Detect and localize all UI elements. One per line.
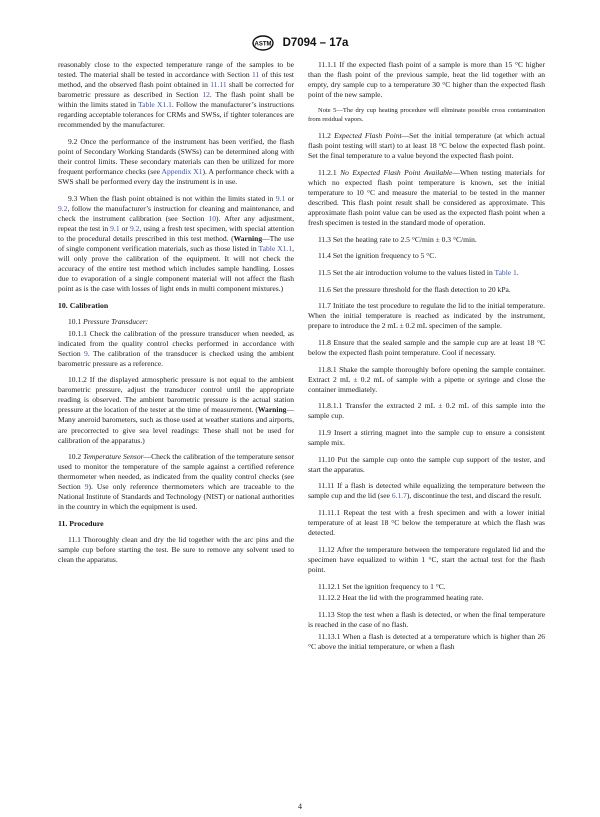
section-9-link[interactable]: 9 (84, 348, 88, 358)
paragraph-11-2-1: 11.2.1 No Expected Flash Point Available—When testing materials for which no expected flash point temperature is known, set the initial temperature to 10 °C and measure the material to be tested in the manner described. This flash point result shall be considered as approximate. This approximate flash point value can be used as the expected flash point when a fresh specimen is tested in the standard mode of operation. (308, 167, 545, 227)
paragraph-11-11-1: 11.11.1 Repeat the test with a fresh specimen and with a lower initial temperature of at least 18 °C below the temperature at which the flash was detected. (308, 508, 545, 538)
section-9-1-link[interactable]: 9.1 (110, 223, 120, 233)
paragraph-10-1-1: 10.1.1 Check the calibration of the pressure transducer when needed, as indicated from the quality control checks performed in accordance with Section 9. The calibration of the transducer is checked using the ambient barometric pressure as a reference. (58, 328, 294, 368)
right-column (308, 60, 545, 659)
section-9-link[interactable]: 9 (84, 482, 89, 492)
paragraph-11-1: 11.1 Thoroughly clean and dry the lid together with the arc pins and the sample cup before starting the test. Be sure to remove any solvent used to clean the apparatus. (58, 534, 294, 565)
section-11-11-link[interactable]: 11.11 (210, 80, 227, 90)
section-9-1-link[interactable]: 9.1 (275, 193, 286, 203)
section-heading-calibration: 10. Calibration (58, 300, 109, 310)
page-header (0, 34, 600, 52)
paragraph-11-10: 11.10 Put the sample cup onto the sample cup support of the tester, and start the apparatus. (308, 454, 545, 474)
left-column (58, 60, 294, 572)
paragraph-11-8: 11.8 Ensure that the sealed sample and the sample cup are at least 18 °C below the expected flash point temperature. Cool if necessary. (308, 337, 545, 357)
appendix-x1-link[interactable]: Appendix X1 (161, 167, 203, 177)
paragraph-11-3: 11.3 Set the heating rate to 2.5 °C/min ± 0.3 °C/min. (318, 234, 477, 244)
paragraph-11-7: 11.7 Initiate the test procedure to regulate the lid to the initial temperature. When the initial temperature is reached as indicated by the instrument, prepare to introduce the 2 mL ± 0.2 mL specimen of the sample. (308, 301, 545, 331)
paragraph-11-12-1: 11.12.1 Set the ignition frequency to 1 °C. (318, 581, 446, 591)
paragraph-11-11: 11.11 If a flash is detected while equalizing the temperature between the sample cup and the lid (see 6.1.7), discontinue the test, and discard the result. (308, 481, 545, 501)
section-10-link[interactable]: 10 (208, 213, 217, 223)
svg-text:ASTM: ASTM (254, 41, 272, 48)
paragraph-11-2: 11.2 Expected Flash Point—Set the initial temperature (at which actual flash point testing will start) to at least 18 °C below the expected flash point. Set the final temperature to a value beyond the expected flash point. (308, 130, 546, 161)
paragraph-11-12-2: 11.12.2 Heat the lid with the programmed heating rate. (318, 593, 484, 603)
paragraph-11-4: 11.4 Set the ignition frequency to 5 °C. (318, 251, 437, 261)
paragraph-10-1: 10.1 Pressure Transducer: (68, 316, 149, 326)
paragraph-11-8-1: 11.8.1 Shake the sample thoroughly before opening the sample container. Extract 2 mL ± 0.2 mL of sample with a pipette or syringe and close the container immediately. (308, 364, 545, 394)
section-11-link[interactable]: 11 (252, 70, 260, 80)
paragraph-10-2: 10.2 Temperature Sensor—Check the calibration of the temperature sensor used to monitor the temperature of the sample against a certified reference thermometer when needed, as indicated from the quality control checks (see Section 9). Use only reference thermometers which are traceable to the National Institute of Standards and Technology (NIST) or national authorities in the country in which the equipment is used. (58, 452, 295, 512)
paragraph-11-13: 11.13 Stop the test when a flash is detected, or when the final temperature is reached in the case of no flash. (308, 610, 545, 630)
paragraph-11-6: 11.6 Set the pressure threshold for the flash detection to 20 kPa. (318, 284, 511, 294)
paragraph-11-5: 11.5 Set the air introduction volume to the values listed in Table 1. (318, 267, 519, 277)
paragraph-11-1-1: 11.1.1 If the expected flash point of a sample is more than 15 °C higher than the flash point of the previous sample, heat the lid together with an empty, dry sample cup to a temperature 30 °C higher than the expected flash point of the new sample. (308, 60, 545, 100)
paragraph-9-1-continued: reasonably close to the expected temperature range of the samples to be tested. The material shall be tested in accordance with Section 11 of this test method, and the observed flash point obtained in 11.11 shall be corrected for barometric pressure as described in Section 12. The flash point shall be within the limits stated in Table X1.1. Follow the manufacturer’s instructions regarding acceptable tolerances for CRMs and SWSs, if tighter tolerances are recommended by the manufacturer. (58, 60, 294, 130)
table-x1-1-link[interactable]: Table X1.1 (258, 243, 293, 253)
paragraph-9-3: 9.3 When the flash point obtained is not within the limits stated in 9.1 or 9.2, follow the manufacturer’s instruction for cleaning and maintenance, and check the instrument calibration (see Section 10). After any adjustment, repeat the test in 9.1 or 9.2, using a fresh test specimen, with special attention to the procedural details prescribed in this test method. (Warning—The use of single component verification materials, such as those listed in Table X1.1, will only prove the calibration of the equipment. It will not check the accuracy of the entire test method which includes sample handling. Losses due to evaporation of a single component material will not affect the flash point as is the case with losses of light ends in multi component mixtures.) (58, 193, 294, 294)
paragraph-11-13-1: 11.13.1 When a flash is detected at a temperature which is higher than 26 °C above the initial temperature, or when a flash (308, 631, 545, 651)
section-9-2-link[interactable]: 9.2 (58, 203, 68, 213)
table-1-link[interactable]: Table 1 (494, 267, 517, 277)
paragraph-9-2: 9.2 Once the performance of the instrument has been verified, the flash point of Secondary Working Standards (SWSs) can be determined along with their control limits. These secondary materials can then be utilized for more frequent performance checks (see Appendix X1). A performance check with a SWS shall be performed every day the instrument is in use. (58, 136, 294, 187)
page-number: 4 (298, 802, 302, 811)
note-5: Note 5—The dry cup heating procedure will eliminate possible cross contamination from residual vapors. (308, 106, 545, 123)
paragraph-10-1-2: 10.1.2 If the displayed atmospheric pressure is not equal to the ambient barometric pressure, adjust the transducer control until the appropriate reading is observed. The ambient barometric pressure is the actual station pressure at the location of the tester at the time of measurement. (Warning—Many aneroid barometers, such as those used at weather stations and airports, are precorrected to give sea level readings: These shall not be used for calibration of the apparatus.) (58, 375, 294, 445)
section-12-link[interactable]: 12 (202, 90, 210, 100)
paragraph-11-9: 11.9 Insert a stirring magnet into the sample cup to ensure a consistent sample mix. (308, 427, 545, 448)
table-x1-1-link[interactable]: Table X1.1 (138, 100, 172, 110)
section-6-1-7-link[interactable]: 6.1.7 (391, 491, 407, 501)
document-designation: D7094 – 17a (282, 37, 349, 50)
paragraph-11-8-1-1: 11.8.1.1 Transfer the extracted 2 mL ± 0.2 mL of this sample into the sample cup. (308, 401, 545, 421)
astm-logo-icon (252, 35, 274, 51)
paragraph-11-12: 11.12 After the temperature between the temperature regulated lid and the specimen have equalized to within 1 °C, start the actual test for the flash point. (308, 544, 545, 574)
section-heading-procedure: 11. Procedure (58, 519, 104, 529)
section-9-2-link[interactable]: 9.2 (129, 223, 140, 233)
